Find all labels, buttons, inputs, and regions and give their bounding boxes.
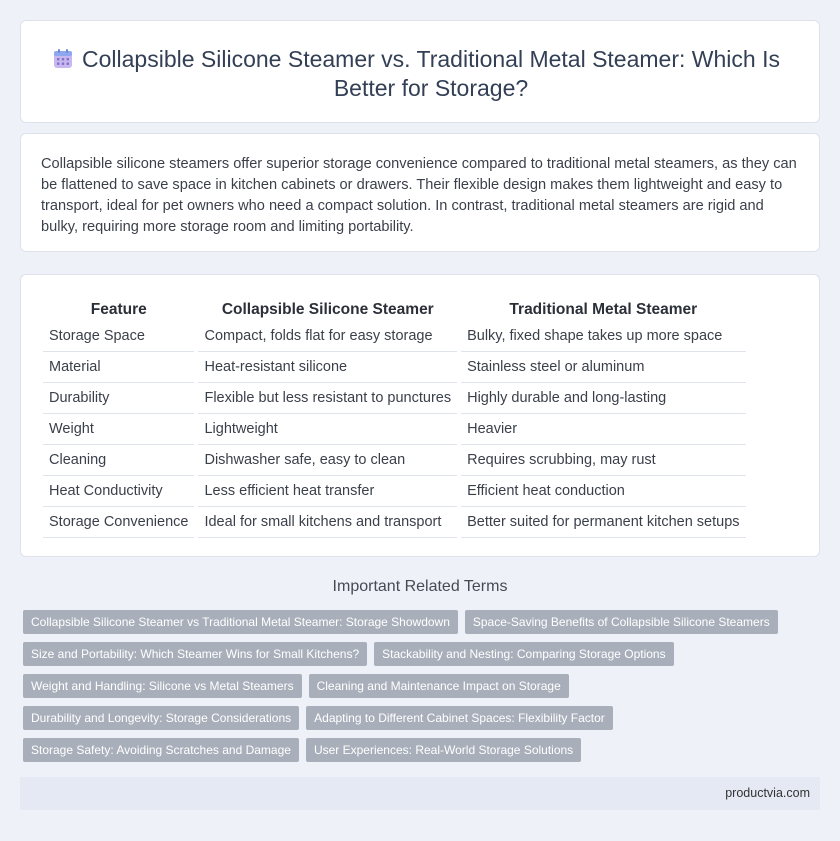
related-terms-title: Important Related Terms	[332, 578, 508, 595]
related-term-tag[interactable]: Weight and Handling: Silicone vs Metal Steamers	[23, 674, 302, 698]
table-row	[43, 414, 746, 445]
footer	[20, 777, 820, 810]
comparison-card	[20, 274, 820, 557]
table-cell: Efficient heat conduction	[461, 476, 745, 507]
table-cell: Heat-resistant silicone	[198, 352, 457, 383]
header-silicone: Collapsible Silicone Steamer	[221, 301, 434, 318]
summary-text: Collapsible silicone steamers offer superior storage convenience compared to traditional metal steamers, as they can be flattened to save space in kitchen cabinets or drawers. Their flexible design makes them lightweight and easy to transport, ideal for pet owners who need a compact solution. In contrast, traditional metal steamers are rigid and bulky, requiring more storage room and limiting portability.	[41, 156, 797, 235]
header-feature: Feature	[90, 301, 147, 318]
table-cell: Heavier	[461, 414, 745, 445]
header-card	[20, 20, 820, 123]
table-cell: Requires scrubbing, may rust	[461, 445, 745, 476]
related-term-tag[interactable]: Collapsible Silicone Steamer vs Traditional Metal Steamer: Storage Showdown	[23, 610, 458, 634]
table-cell: Compact, folds flat for easy storage	[198, 321, 457, 352]
related-term-tag[interactable]: Cleaning and Maintenance Impact on Storage	[309, 674, 569, 698]
table-cell: Less efficient heat transfer	[198, 476, 457, 507]
table-cell: Weight	[43, 414, 194, 445]
related-term-tag[interactable]: User Experiences: Real-World Storage Solutions	[306, 738, 581, 762]
table-cell: Ideal for small kitchens and transport	[198, 507, 457, 538]
comparison-table	[43, 295, 746, 538]
table-cell: Material	[43, 352, 194, 383]
related-term-tag[interactable]: Adapting to Different Cabinet Spaces: Flexibility Factor	[306, 706, 613, 730]
table-row	[43, 507, 746, 538]
table-row	[43, 476, 746, 507]
table-row	[43, 321, 746, 352]
table-cell: Heat Conductivity	[43, 476, 194, 507]
table-header-row	[43, 295, 746, 321]
table-row	[43, 445, 746, 476]
table-cell: Storage Space	[43, 321, 194, 352]
related-term-tag[interactable]: Stackability and Nesting: Comparing Storage Options	[374, 642, 673, 666]
related-term-tag[interactable]: Space-Saving Benefits of Collapsible Silicone Steamers	[465, 610, 778, 634]
table-cell: Dishwasher safe, easy to clean	[198, 445, 457, 476]
related-term-tag[interactable]: Size and Portability: Which Steamer Wins for Small Kitchens?	[23, 642, 367, 666]
table-cell: Storage Convenience	[43, 507, 194, 538]
table-cell: Cleaning	[43, 445, 194, 476]
table-cell: Stainless steel or aluminum	[461, 352, 745, 383]
table-cell: Flexible but less resistant to punctures	[198, 383, 457, 414]
table-row	[43, 383, 746, 414]
table-cell: Highly durable and long-lasting	[461, 383, 745, 414]
related-terms-list	[23, 610, 813, 770]
table-row	[43, 352, 746, 383]
table-cell: Bulky, fixed shape takes up more space	[461, 321, 745, 352]
footer-site-link[interactable]: productvia.com	[725, 786, 810, 800]
table-cell: Better suited for permanent kitchen setups	[461, 507, 745, 538]
table-cell: Lightweight	[198, 414, 457, 445]
summary-card	[20, 133, 820, 252]
header-metal: Traditional Metal Steamer	[509, 301, 698, 318]
related-term-tag[interactable]: Storage Safety: Avoiding Scratches and Damage	[23, 738, 299, 762]
page-title: Collapsible Silicone Steamer vs. Traditional Metal Steamer: Which Is Better for Storage?	[82, 46, 780, 101]
related-term-tag[interactable]: Durability and Longevity: Storage Considerations	[23, 706, 299, 730]
table-cell: Durability	[43, 383, 194, 414]
